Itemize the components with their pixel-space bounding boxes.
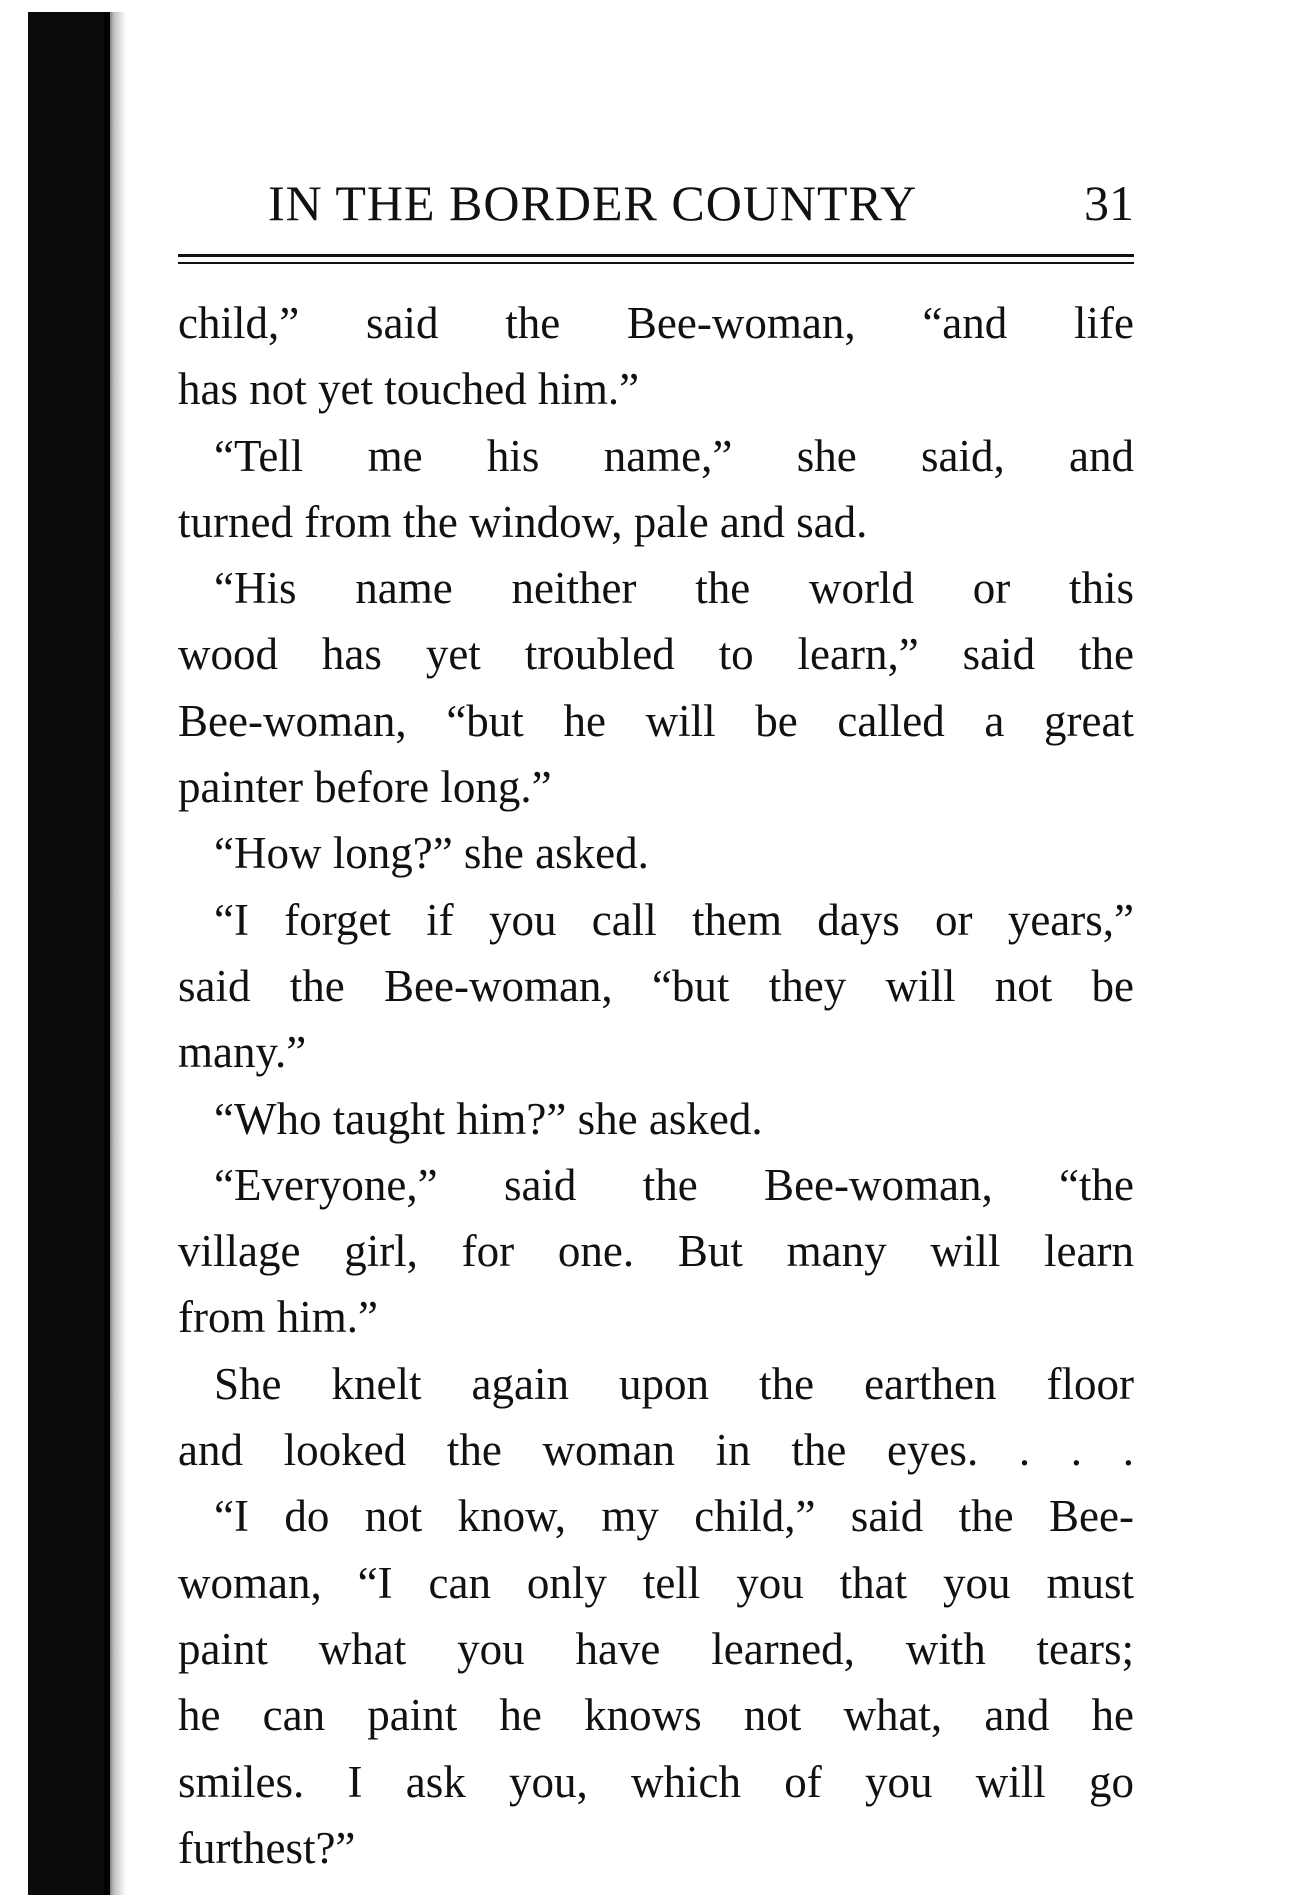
text-line: “I forget if you call them days or years,” [214, 894, 1134, 945]
text-line: painter before long.” [178, 762, 552, 813]
text-line: paint what you have learned, with tears; [178, 1623, 1134, 1674]
text-line: “I do not know, my child,” said the Bee- [214, 1491, 1134, 1542]
text-line: child,” said the Bee-woman, “and life [178, 298, 1134, 348]
text-line: from him.” [178, 1292, 378, 1343]
text-line: “Tell me his name,” she said, and [214, 430, 1134, 481]
text-line: and looked the woman in the eyes. . . . [178, 1425, 1134, 1476]
text-line: many.” [178, 1027, 307, 1078]
text-line: said the Bee-woman, “but they will not be [178, 960, 1134, 1011]
text-line: Bee-woman, “but he will be called a great [178, 695, 1134, 746]
running-title: IN THE BORDER COUNTRY [268, 175, 918, 231]
text-line: “Everyone,” said the Bee-woman, “the [214, 1159, 1134, 1210]
text-line: smiles. I ask you, which of you will go [178, 1756, 1134, 1807]
text-line: “His name neither the world or this [214, 563, 1134, 614]
header-rule-bottom [178, 262, 1134, 264]
text-line: he can paint he knows not what, and he [178, 1690, 1134, 1741]
text-line: furthest?” [178, 1822, 356, 1873]
text-line: wood has yet troubled to learn,” said the [178, 629, 1134, 680]
binding-gutter-edge [104, 12, 126, 1895]
header-rule-top [178, 254, 1134, 257]
text-line: woman, “I can only tell you that you must [178, 1557, 1134, 1608]
text-line: village girl, for one. But many will learn [178, 1226, 1134, 1277]
binding-gutter-shadow [28, 12, 110, 1895]
body-text [178, 290, 1134, 1881]
text-line: has not yet touched him.” [178, 364, 640, 415]
text-line: turned from the window, pale and sad. [178, 496, 868, 547]
text-line: “Who taught him?” she asked. [214, 1093, 763, 1144]
page-number: 31 [1084, 175, 1134, 231]
text-line: “How long?” she asked. [214, 828, 649, 879]
page-header [178, 170, 1134, 240]
book-page [178, 170, 1134, 1873]
text-line: She knelt again upon the earthen floor [214, 1358, 1134, 1409]
